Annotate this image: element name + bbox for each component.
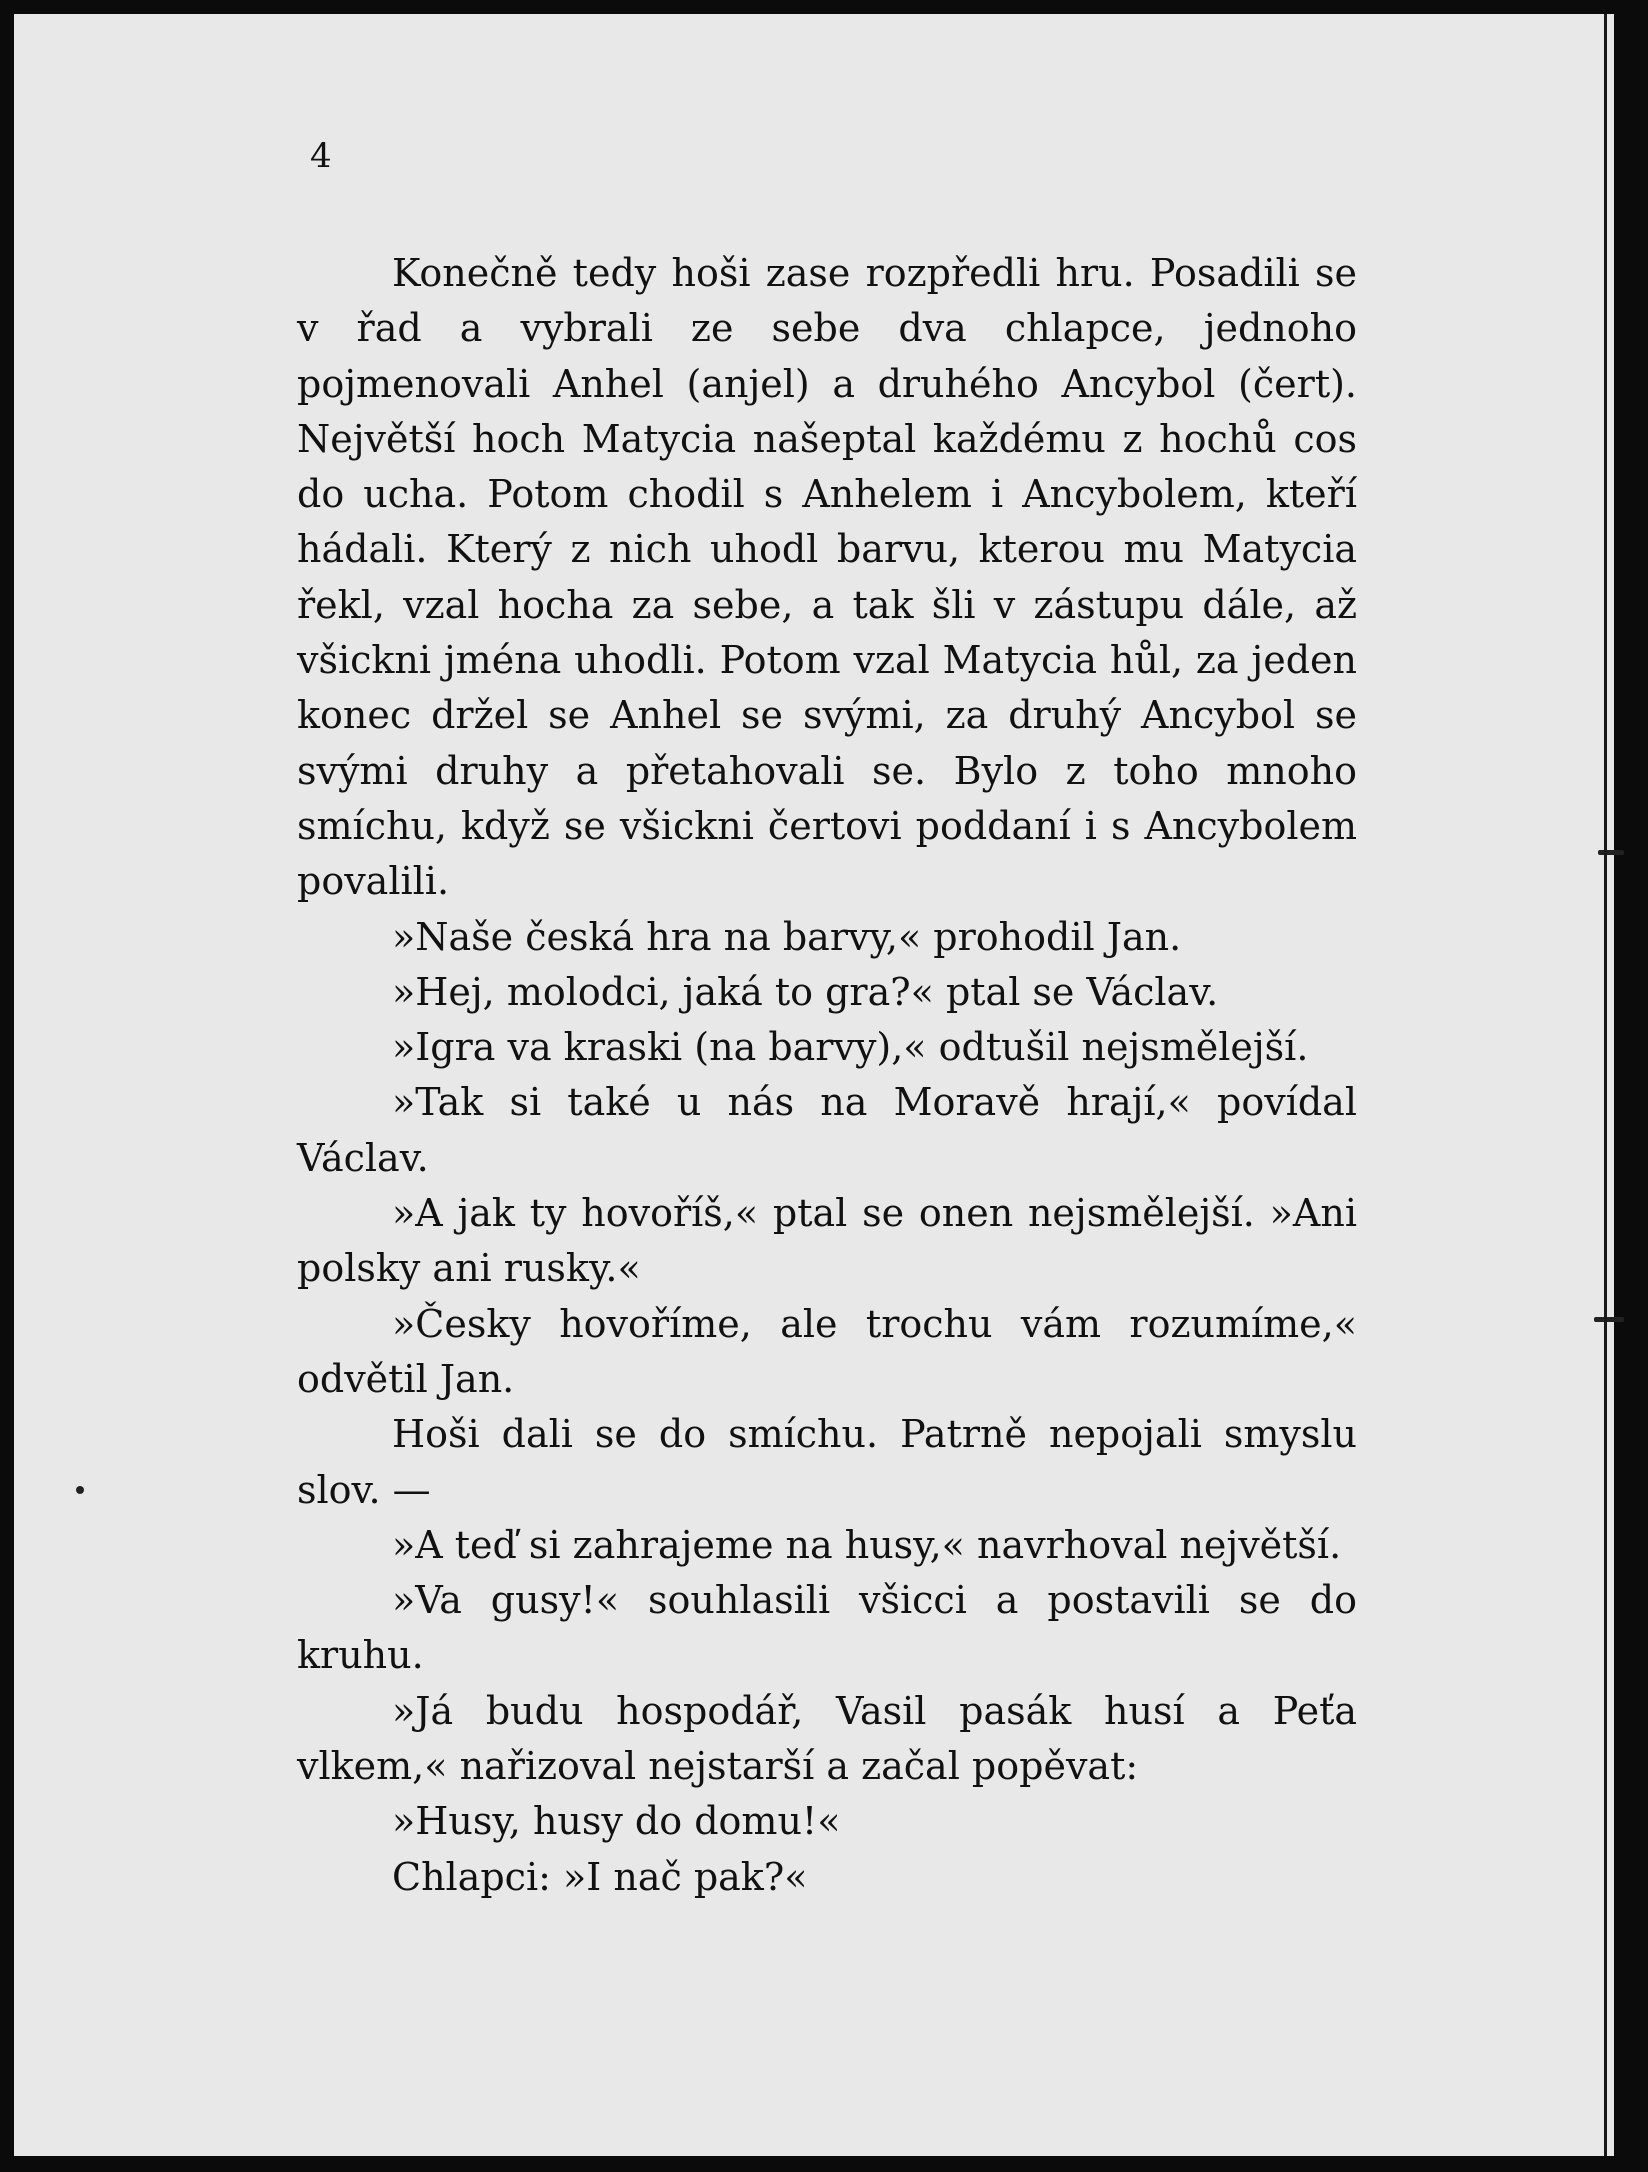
scan-speck (76, 1486, 84, 1494)
paragraph: Hoši dali se do smíchu. Patrně nepojali smyslu slov. — (297, 1412, 1357, 1512)
paragraph: Chlapci: »I nač pak?« (392, 1854, 808, 1899)
page-edge-line (1604, 14, 1607, 2156)
paragraph: »A teď si zahrajeme na husy,« navrhoval největší. (392, 1522, 1342, 1567)
paragraph: »Va gusy!« souhlasili všicci a postavili se do kruhu. (297, 1578, 1357, 1678)
book-page (14, 14, 1614, 2156)
page-text (297, 246, 1357, 1905)
paragraph: Konečně tedy hoši zase rozpředli hru. Posadili se v řad a vybrali ze sebe dva chlapce, jednoho pojmenovali Anhel (anjel) a druhého Ancybol (čert). Největší hoch Matycia našeptal každému z hochů cos do ucha. Potom chodil s Anhelem i Ancybolem, kteří hádali. Který z nich uhodl barvu, kterou mu Matycia řekl, vzal hocha za sebe, a tak šli v zástupu dále, až všickni jména uhodli. Potom vzal Matycia hůl, za jeden konec držel se Anhel se svými, za druhý Ancybol se svými druhy a přetahovali se. Bylo z toho mnoho smíchu, když se všickni čertovi poddaní i s Ancybolem povalili. (297, 251, 1357, 904)
paragraph: »Naše česká hra na barvy,« prohodil Jan. (392, 914, 1182, 959)
paragraph: »Česky hovoříme, ale trochu vám rozumíme,« odvětil Jan. (297, 1301, 1357, 1401)
paragraph: »A jak ty hovoříš,« ptal se onen nejsmělejší. »Ani polsky ani rusky.« (297, 1191, 1357, 1291)
scan-speck (1594, 1317, 1624, 1322)
paragraph: »Tak si také u nás na Moravě hrají,« povídal Václav. (297, 1080, 1357, 1180)
scan-speck (1598, 850, 1624, 855)
page-number: 4 (310, 136, 332, 176)
paragraph: »Já budu hospodář, Vasil pasák husí a Peťa vlkem,« nařizoval nejstarší a začal popěvat: (297, 1688, 1357, 1789)
paragraph: »Igra va kraski (na barvy),« odtušil nejsmělejší. (392, 1025, 1309, 1070)
paragraph: »Hej, molodci, jaká to gra?« ptal se Václav. (392, 969, 1219, 1014)
paragraph: »Husy, husy do domu!« (392, 1799, 841, 1844)
